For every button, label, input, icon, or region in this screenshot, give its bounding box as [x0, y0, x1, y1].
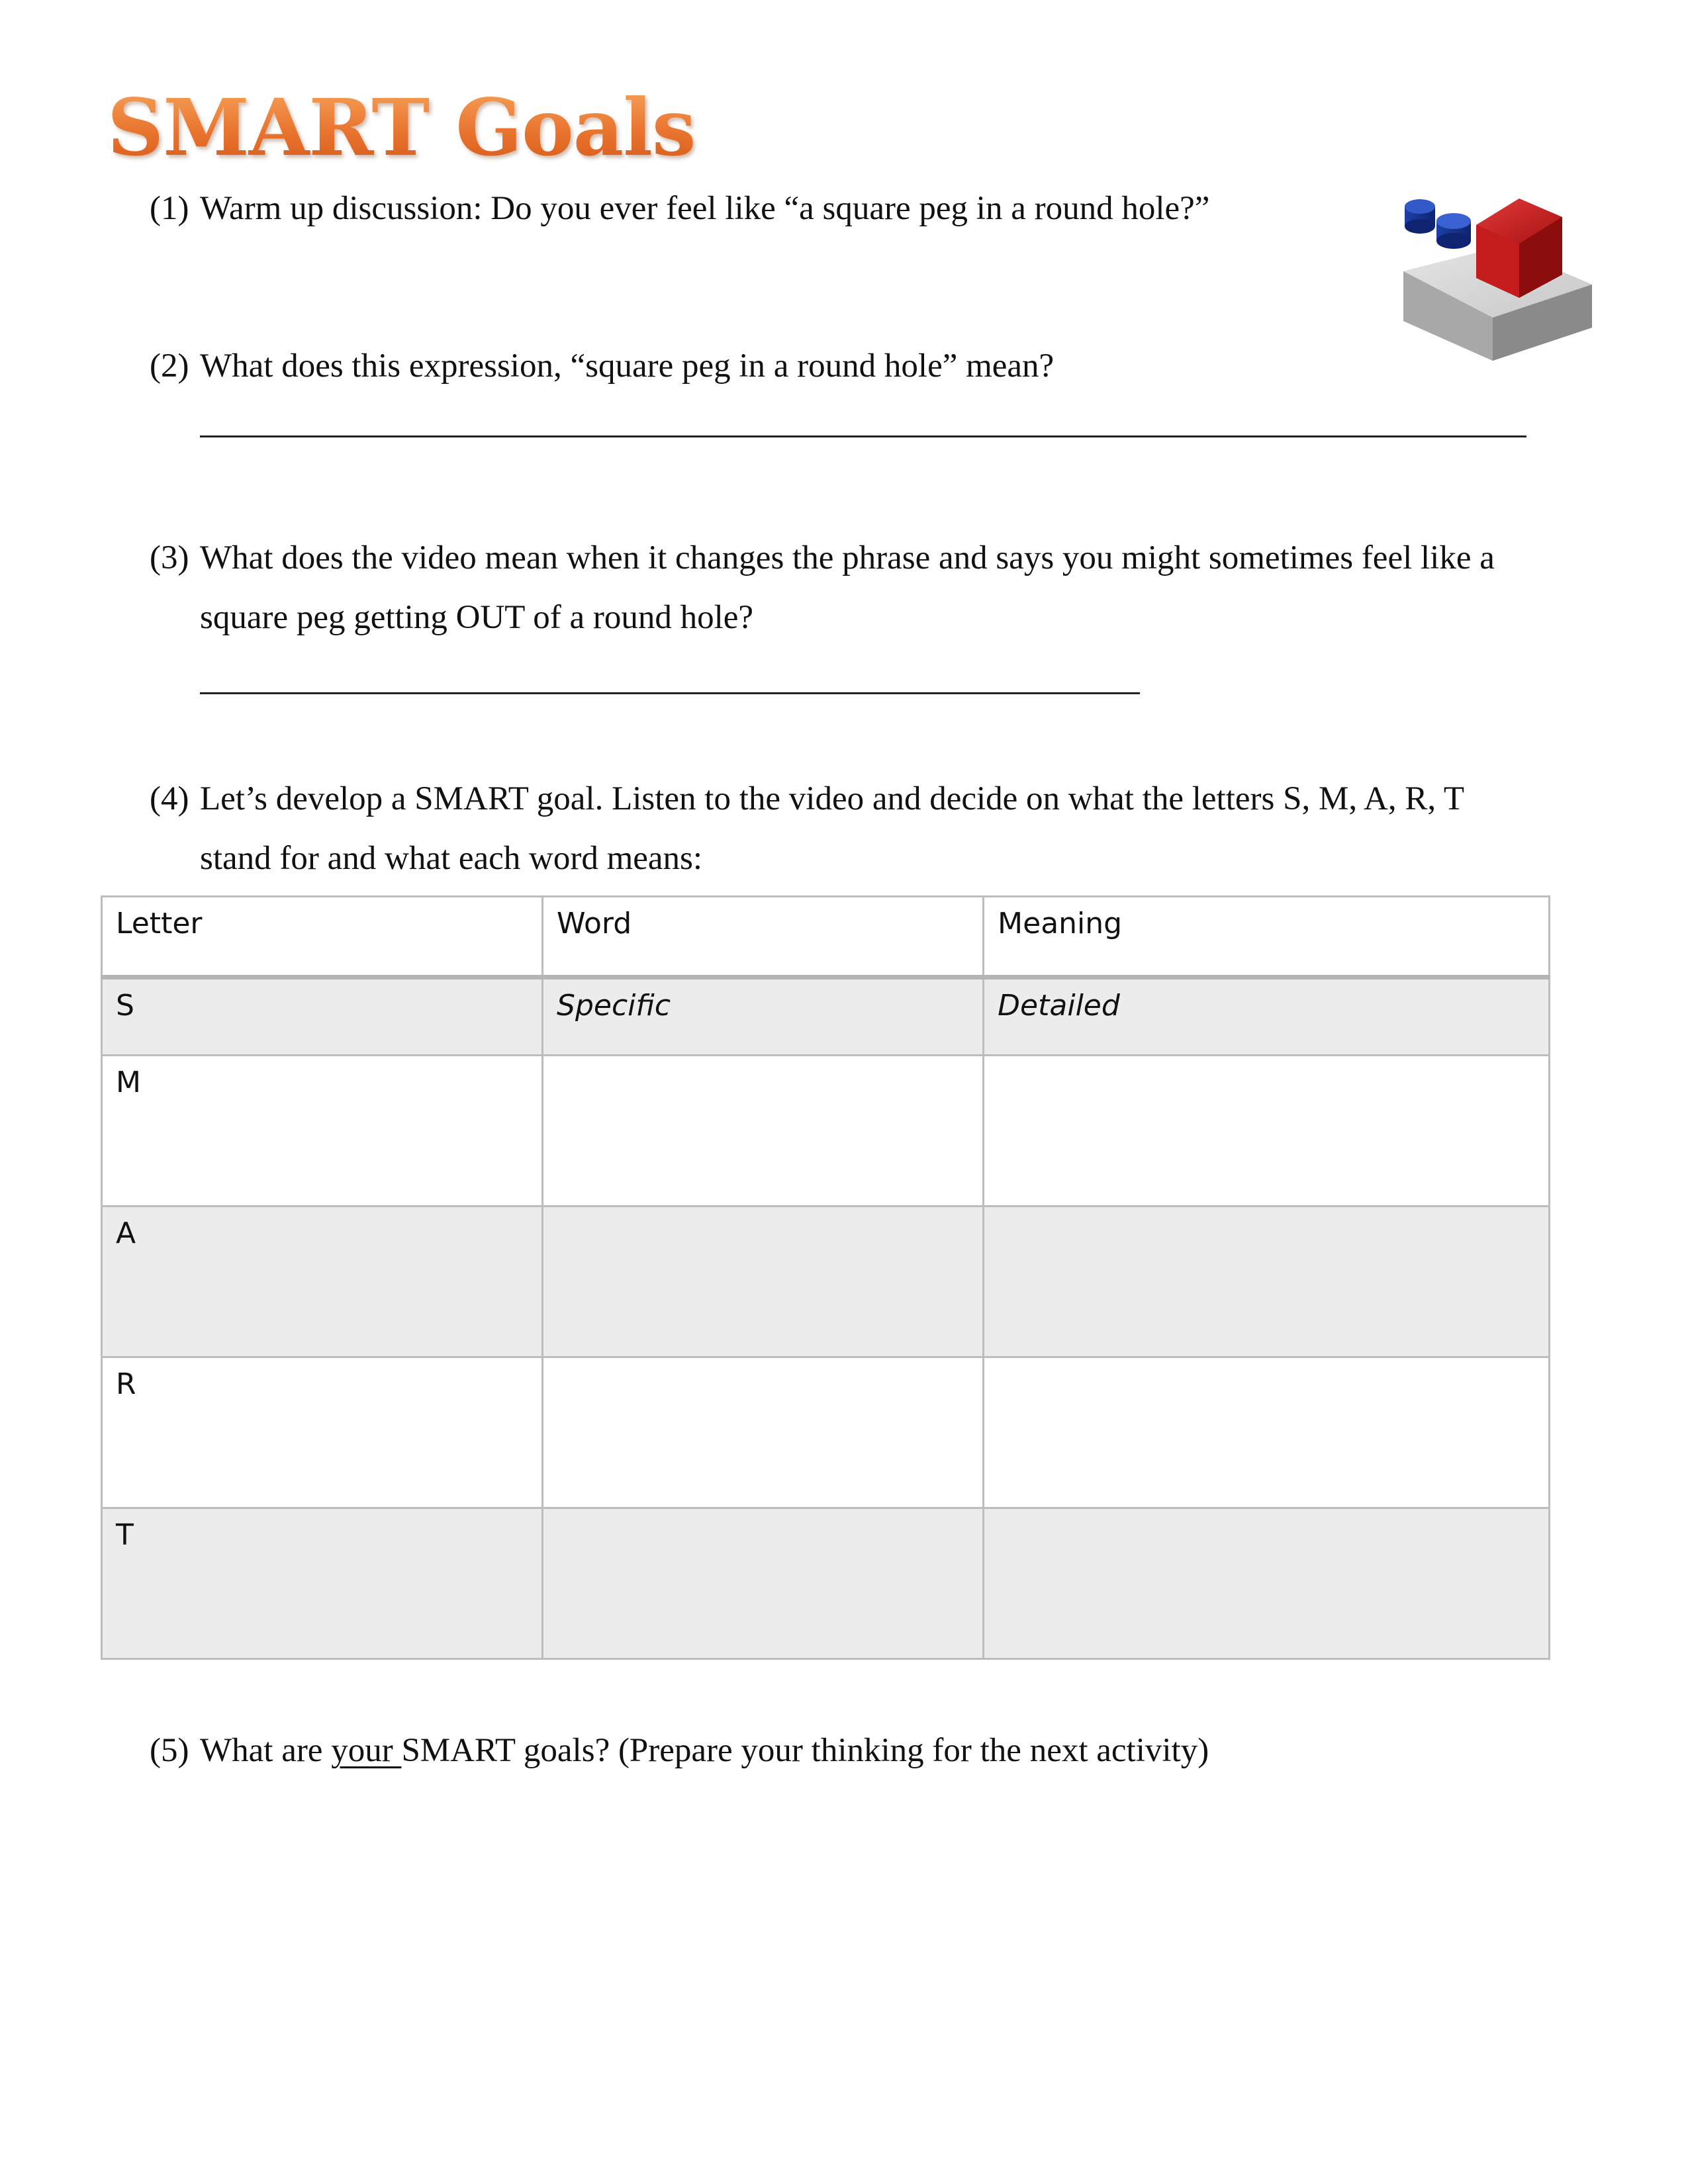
page-title: SMART Goals: [107, 81, 696, 173]
question-3-line-1: What does the video mean when it changes the phrase and says you might sometimes feel like a: [200, 539, 1495, 576]
question-4-number: (4): [150, 780, 189, 817]
answer-line-2[interactable]: [200, 435, 1526, 437]
table-row-t: [102, 1508, 1550, 1659]
word-cell[interactable]: [543, 1357, 984, 1508]
letter-cell: T: [102, 1508, 543, 1659]
letter-cell: S: [102, 978, 543, 1056]
answer-line-3[interactable]: [200, 692, 1140, 694]
meaning-cell[interactable]: [984, 1357, 1550, 1508]
table-row-r: [102, 1357, 1550, 1508]
word-cell[interactable]: Specific: [543, 978, 984, 1056]
header-letter: Letter: [102, 897, 543, 978]
meaning-cell[interactable]: [984, 1056, 1550, 1206]
question-3-number: (3): [150, 539, 189, 576]
letter-cell: M: [102, 1056, 543, 1206]
question-3-line-2: square peg getting OUT of a round hole?: [200, 599, 754, 636]
question-1: [150, 179, 1210, 238]
smart-goals-table: [101, 895, 1550, 1660]
header-meaning: Meaning: [984, 897, 1550, 978]
question-1-text: Warm up discussion: Do you ever feel like “a square peg in a round hole?”: [200, 190, 1210, 227]
word-cell[interactable]: [543, 1206, 984, 1357]
question-5: [150, 1721, 1209, 1780]
question-4-line-1: Let’s develop a SMART goal. Listen to the video and decide on what the letters S, M, A, R, T: [200, 780, 1465, 817]
question-1-number: (1): [150, 190, 189, 227]
word-cell[interactable]: [543, 1056, 984, 1206]
question-5-emphasis: your: [331, 1732, 402, 1769]
table-row-m: [102, 1056, 1550, 1206]
question-3: [150, 528, 1495, 588]
header-word: Word: [543, 897, 984, 978]
question-2-number: (2): [150, 347, 189, 385]
question-2: [150, 336, 1055, 396]
question-3-continued: [200, 588, 753, 647]
word-cell[interactable]: [543, 1508, 984, 1659]
table-header-row: [102, 897, 1550, 978]
table-row-s: [102, 978, 1550, 1056]
question-5-number: (5): [150, 1732, 189, 1769]
letter-cell: A: [102, 1206, 543, 1357]
question-5-text-before: What are: [200, 1732, 332, 1769]
question-5-text-after: SMART goals? (Prepare your thinking for the next activity): [401, 1732, 1209, 1769]
letter-cell: R: [102, 1357, 543, 1508]
question-4-continued: [200, 829, 702, 888]
meaning-cell[interactable]: Detailed: [984, 978, 1550, 1056]
meaning-cell[interactable]: [984, 1508, 1550, 1659]
square-peg-round-hole-image: [1403, 185, 1592, 364]
question-2-text: What does this expression, “square peg in a round hole” mean?: [200, 347, 1055, 385]
question-4-line-2: stand for and what each word means:: [200, 840, 703, 877]
table-row-a: [102, 1206, 1550, 1357]
meaning-cell[interactable]: [984, 1206, 1550, 1357]
question-4: [150, 769, 1465, 829]
